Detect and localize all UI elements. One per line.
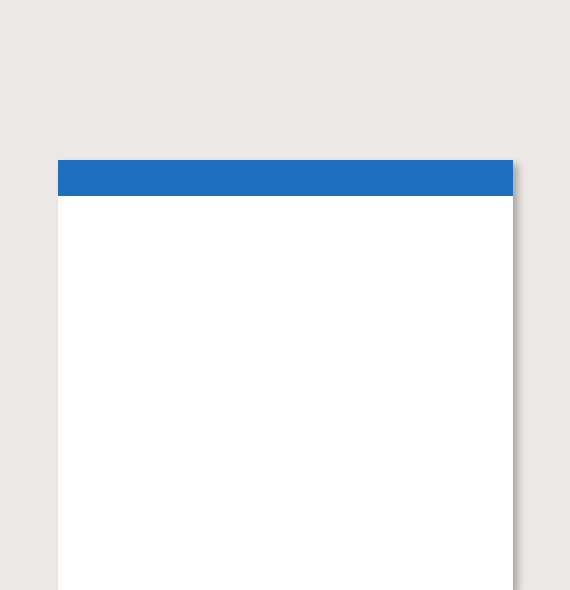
- routine-sheet: [58, 160, 513, 590]
- routine-banner: [58, 160, 513, 196]
